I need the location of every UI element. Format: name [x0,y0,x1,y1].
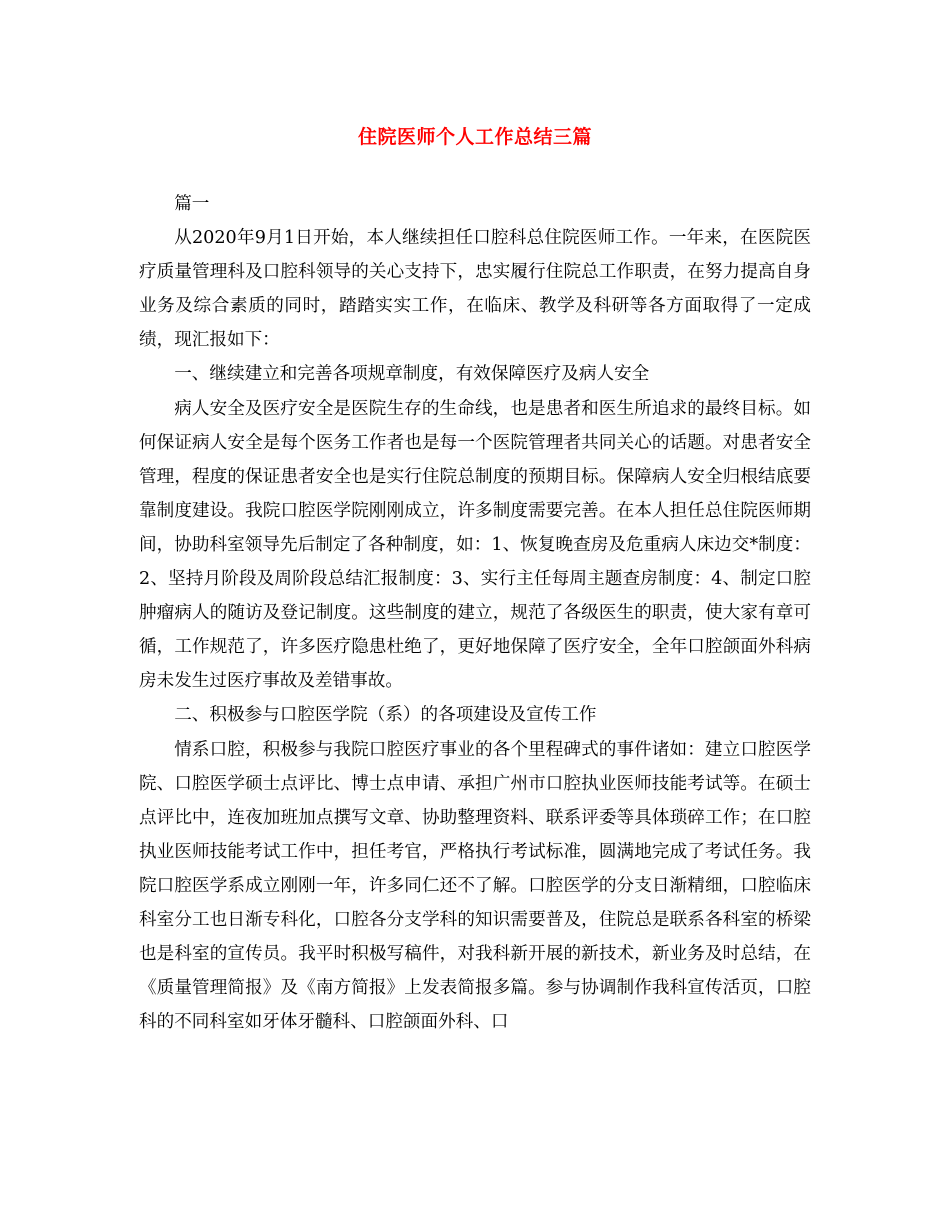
paragraph: 从2020年9月1日开始，本人继续担任口腔科总住院医师工作。一年来，在医院医疗质量管理科及口腔科领导的关心支持下，忠实履行住院总工作职责，在努力提高自身业务及综合素质的同时，踏踏实实工作，在临床、教学及科研等各方面取得了一定成绩，现汇报如下： [139,228,811,351]
paragraph: 病人安全及医疗安全是医院生存的生命线，也是患者和医生所追求的最终目标。如何保证病人安全是每个医务工作者也是每一个医院管理者共同关心的话题。对患者安全管理，程度的保证患者安全也是实行住院总制度的预期目标。保障病人安全归根结底要靠制度建设。我院口腔医学院刚刚成立，许多制度需要完善。在本人担任总住院医师期间，协助科室领导先后制定了各种制度，如：1、恢复晚查房及危重病人床边交*制度：2、坚持月阶段及周阶段总结汇报制度：3、实行主任每周主题查房制度：4、制定口腔肿瘤病人的随访及登记制度。这些制度的建立，规范了各级医生的职责，使大家有章可循，工作规范了，许多医疗隐患杜绝了，更好地保障了医疗安全，全年口腔颌面外科病房未发生过医疗事故及差错事故。 [139,398,811,692]
subsection-heading: 一、继续建立和完善各项规章制度，有效保障医疗及病人安全 [174,364,650,385]
subsection-heading: 二、积极参与口腔医学院（系）的各项建设及宣传工作 [174,705,597,726]
document-title: 住院医师个人工作总结三篇 [357,126,592,148]
paragraph: 情系口腔，积极参与我院口腔医疗事业的各个里程碑式的事件诸如：建立口腔医学院、口腔医学硕士点评比、博士点申请、承担广州市口腔执业医师技能考试等。在硕士点评比中，连夜加班加点撰写文章、协助整理资料、联系评委等具体琐碎工作；在口腔执业医师技能考试工作中，担任考官，严格执行考试标准，圆满地完成了考试任务。我院口腔医学系成立刚刚一年，许多同仁还不了解。口腔医学的分支日渐精细，口腔临床科室分工也日渐专科化，口腔各分支学科的知识需要普及，住院总是联系各科室的桥梁也是科室的宣传员。我平时积极写稿件，对我科新开展的新技术，新业务及时总结，在《质量管理简报》及《南方简报》上发表简报多篇。参与协调制作我科宣传活页，口腔科的不同科室如牙体牙髓科、口腔颌面外科、口 [139,739,811,1033]
section-heading: 篇一 [174,194,210,214]
document-body [139,187,811,1039]
